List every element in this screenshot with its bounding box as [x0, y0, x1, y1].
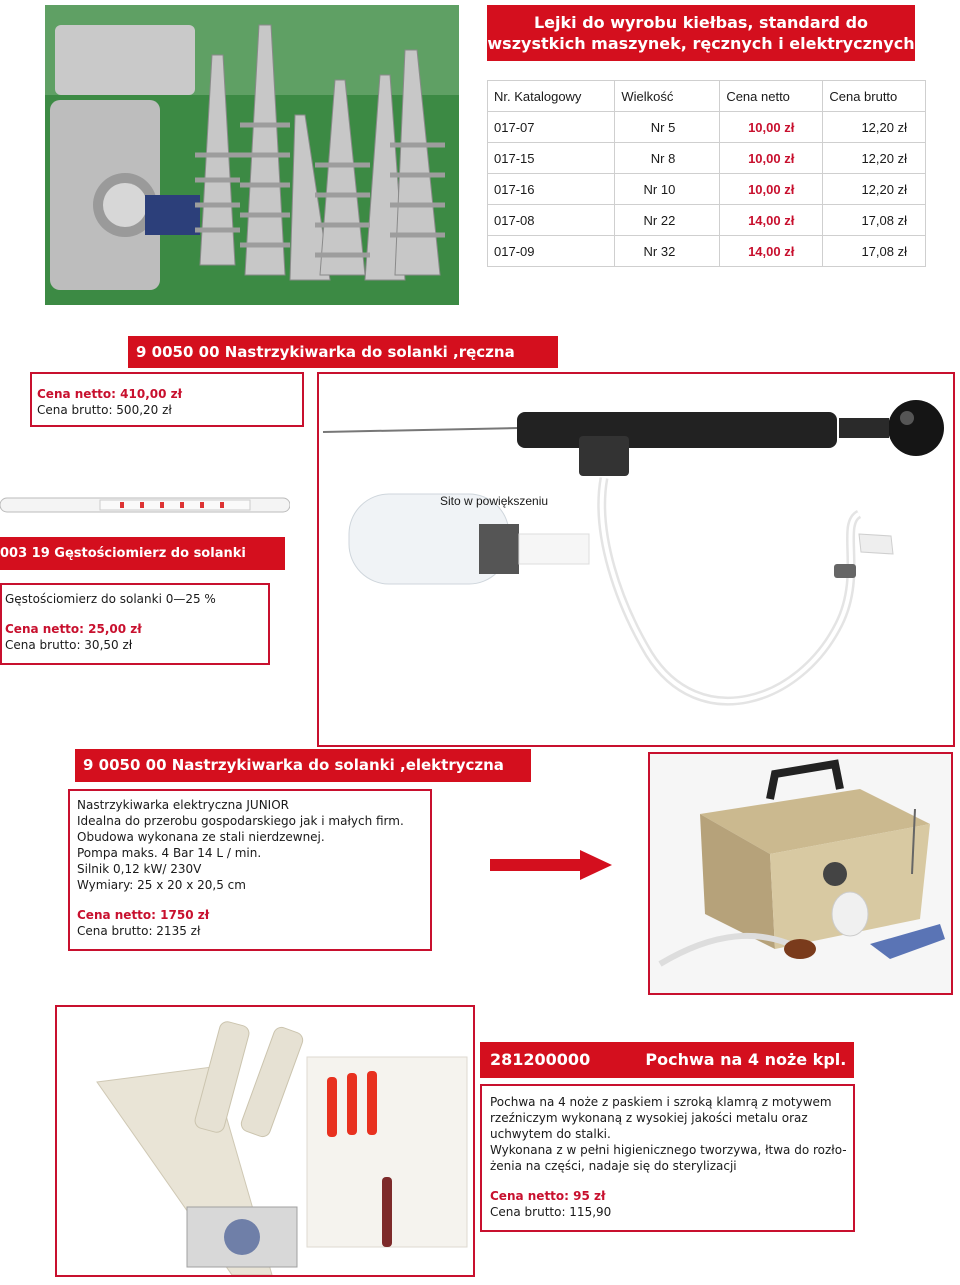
description-line: Wykonana z w pełni higienicznego tworzywa, łtwa do rozło- [490, 1143, 847, 1157]
table-row [488, 205, 926, 236]
description-line: uchwytem do stalki. [490, 1127, 611, 1141]
table-row [488, 112, 926, 143]
gross-price: 17,08 zł [823, 236, 926, 267]
description-line: rzeźniczym wykonaną z wysokiej jakości metalu oraz [490, 1111, 808, 1125]
net-price: Cena netto: 25,00 zł [5, 622, 142, 636]
sieve-caption: Sito w powiększeniu [440, 494, 549, 508]
gross-price: Cena brutto: 30,50 zł [5, 638, 133, 652]
gross-price: Cena brutto: 500,20 zł [37, 403, 172, 417]
sheath-info-box [480, 1084, 855, 1232]
arrow-right-icon [490, 850, 612, 880]
hydrometer-info-box [0, 583, 270, 665]
table-header-row [488, 81, 926, 112]
description-line: Pochwa na 4 noże z paskiem i szroką klamrą z motywem [490, 1095, 832, 1109]
electric-injector-photo [648, 752, 953, 995]
size: Nr 32 [615, 236, 720, 267]
electric-injector-info-box [68, 789, 432, 951]
size: Nr 5 [615, 112, 720, 143]
gross-price: 17,08 zł [823, 205, 926, 236]
electric-injector-title: 9 0050 00 Nastrzykiwarka do solanki ,elektryczna [75, 749, 531, 782]
spec-line: Obudowa wykonana ze stali nierdzewnej. [77, 830, 325, 844]
size: Nr 10 [615, 174, 720, 205]
nozzles-title: Lejki do wyrobu kiełbas, standard do wszystkich maszynek, ręcznych i elektrycznych [487, 5, 915, 61]
size: Nr 8 [615, 143, 720, 174]
knife-sheath-photo [55, 1005, 475, 1277]
nozzles-price-table [487, 80, 926, 267]
table-row [488, 236, 926, 267]
manual-injector-title: 9 0050 00 Nastrzykiwarka do solanki ,ręczna [128, 336, 558, 368]
sheath-title [480, 1042, 854, 1078]
spec-line: Wymiary: 25 x 20 x 20,5 cm [77, 878, 246, 892]
gross-price: Cena brutto: 2135 zł [77, 924, 201, 938]
table-row [488, 174, 926, 205]
catalog-number: 017-09 [488, 236, 615, 267]
spec-line: Pompa maks. 4 Bar 14 L / min. [77, 846, 262, 860]
spec-line: Nastrzykiwarka elektryczna JUNIOR [77, 798, 289, 812]
manual-injector-photo [317, 372, 955, 747]
hydrometer-image [0, 488, 290, 522]
column-header: Wielkość [615, 81, 720, 112]
net-price: 10,00 zł [720, 174, 823, 205]
hydrometer-title: 003 19 Gęstościomierz do solanki [0, 537, 285, 570]
net-price: 10,00 zł [720, 112, 823, 143]
spec-line: Silnik 0,12 kW/ 230V [77, 862, 202, 876]
catalog-number: 017-08 [488, 205, 615, 236]
column-header: Cena netto [720, 81, 823, 112]
catalog-number: 017-16 [488, 174, 615, 205]
net-price: 14,00 zł [720, 205, 823, 236]
gross-price: Cena brutto: 115,90 [490, 1205, 612, 1219]
net-price: 10,00 zł [720, 143, 823, 174]
net-price: Cena netto: 410,00 zł [37, 387, 183, 401]
catalog-number: 017-07 [488, 112, 615, 143]
catalog-number: 017-15 [488, 143, 615, 174]
column-header: Cena brutto [823, 81, 926, 112]
net-price: Cena netto: 95 zł [490, 1189, 606, 1203]
net-price: Cena netto: 1750 zł [77, 908, 210, 922]
hydrometer-description: Gęstościomierz do solanki 0—25 % [5, 592, 216, 606]
gross-price: 12,20 zł [823, 112, 926, 143]
gross-price: 12,20 zł [823, 143, 926, 174]
size: Nr 22 [615, 205, 720, 236]
column-header: Nr. Katalogowy [488, 81, 615, 112]
spec-line: Idealna do przerobu gospodarskiego jak i małych firm. [77, 814, 404, 828]
gross-price: 12,20 zł [823, 174, 926, 205]
table-row [488, 143, 926, 174]
description-line: żenia na części, nadaje się do sterylizacji [490, 1159, 737, 1173]
sausage-nozzles-photo [45, 5, 459, 305]
manual-injector-price-box [30, 372, 304, 427]
net-price: 14,00 zł [720, 236, 823, 267]
sheath-code: 281200000 [490, 1050, 591, 1069]
sheath-name: Pochwa na 4 noże kpl. [645, 1050, 847, 1069]
